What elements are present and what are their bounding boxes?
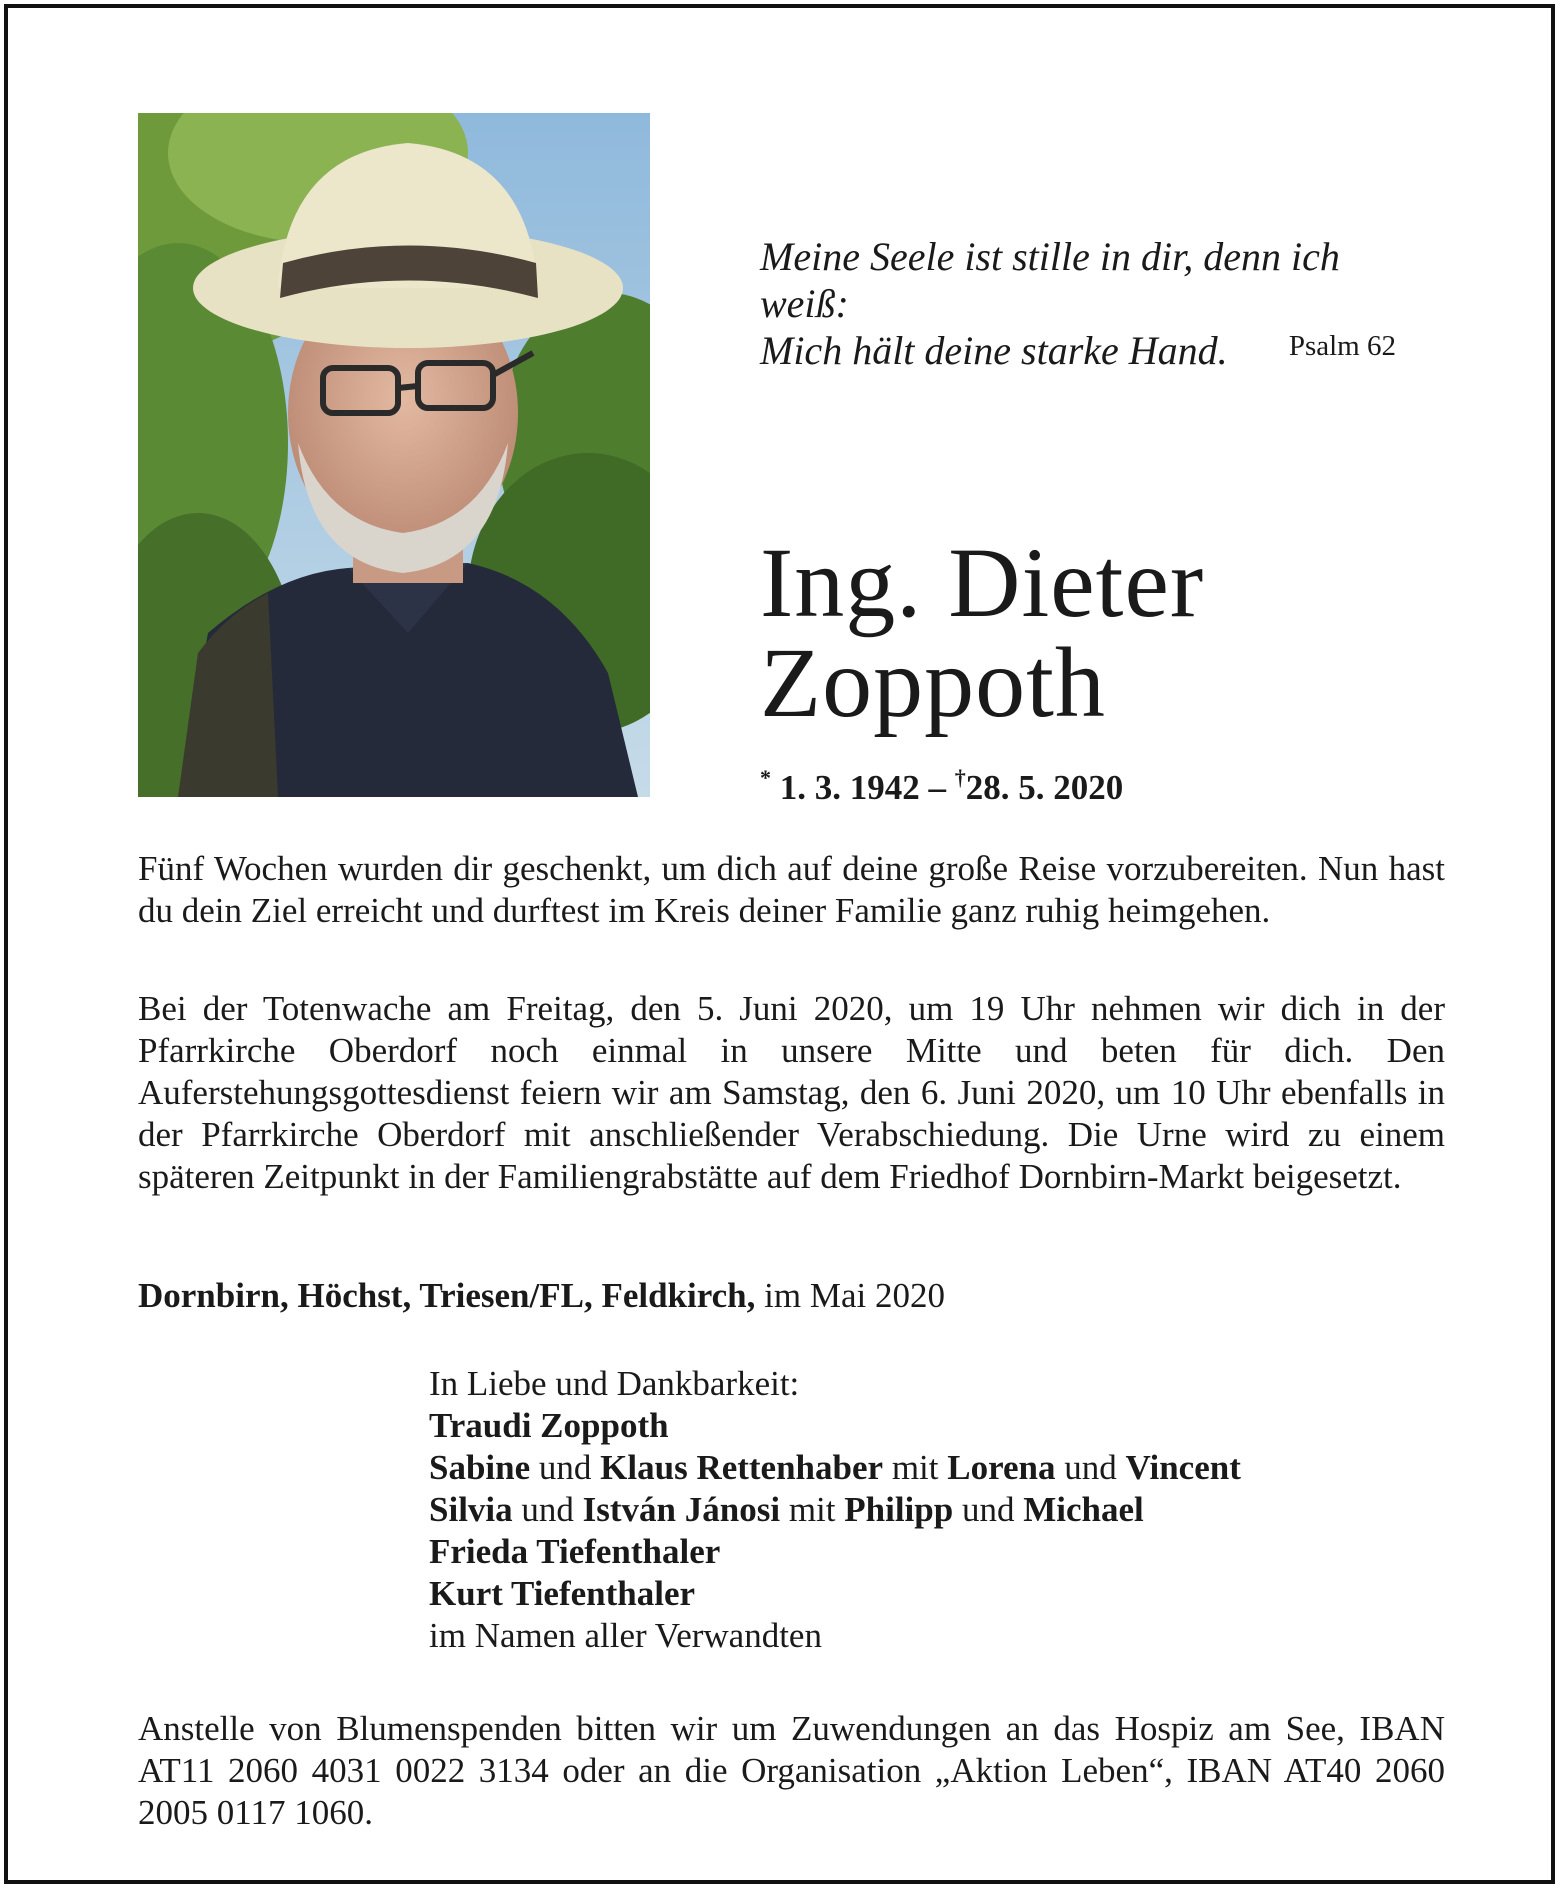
signer-name: Kurt Tiefenthaler	[429, 1574, 696, 1613]
paragraph-farewell: Fünf Wochen wurden dir geschenkt, um dich auf deine große Reise vorzubereiten. Nun hast du dein Ziel erreicht und durftest im Kreis deiner Familie ganz ruhig heimgehen.	[138, 849, 1445, 930]
signer-line-5	[429, 1573, 1241, 1615]
signers-intro: In Liebe und Dankbarkeit:	[429, 1364, 800, 1403]
conjunction: und	[1064, 1448, 1117, 1487]
signer-name: Sabine	[429, 1448, 531, 1487]
places: Dornbirn, Höchst, Triesen/FL, Feldkirch,	[138, 1276, 756, 1315]
obituary-frame	[4, 4, 1555, 1884]
birth-date: 1. 3. 1942	[779, 768, 920, 807]
signer-line-3	[429, 1489, 1241, 1531]
name-line-1: Ing. Dieter	[760, 527, 1205, 638]
deceased-name	[760, 527, 1205, 738]
signer-name: Michael	[1023, 1490, 1144, 1529]
signer-name: István Jánosi	[582, 1490, 781, 1529]
psalm-reference: Psalm 62	[1288, 330, 1396, 362]
signer-name: Lorena	[947, 1448, 1056, 1487]
death-date: 28. 5. 2020	[965, 768, 1124, 807]
psalm-line-1: Meine Seele ist stille in dir, denn ich weiß:	[760, 234, 1340, 326]
signer-name: Philipp	[844, 1490, 954, 1529]
signer-name: Traudi Zoppoth	[429, 1406, 669, 1445]
conjunction: mit	[891, 1448, 939, 1487]
donation-request: Anstelle von Blumenspenden bitten wir um Zuwendungen an das Hospiz am See, IBAN AT11 2060 4031 0022 3134 oder an die Organisation „Aktion Leben“, IBAN AT40 2060 2005 0117 1060.	[138, 1709, 1445, 1832]
conjunction: mit	[788, 1490, 836, 1529]
conjunction: und	[521, 1490, 574, 1529]
signers-block	[429, 1363, 1241, 1657]
psalm-line-2: Mich hält deine starke Hand.	[760, 328, 1228, 373]
life-dates	[760, 765, 1123, 808]
birth-symbol: *	[760, 765, 771, 790]
death-symbol: †	[954, 765, 966, 790]
signer-line-4	[429, 1531, 1241, 1573]
name-line-2: Zoppoth	[760, 627, 1106, 738]
conjunction: und	[538, 1448, 592, 1487]
signer-name: Vincent	[1125, 1448, 1241, 1487]
signers-closing: im Namen aller Verwandten	[429, 1616, 822, 1655]
paragraph-services: Bei der Totenwache am Freitag, den 5. Juni 2020, um 19 Uhr nehmen wir dich in der Pfarrkirche Oberdorf noch einmal in unsere Mitte und beten für dich. Den Auferstehungsgottesdienst feiern wir am Samstag, den 6. Juni 2020, um 10 Uhr ebenfalls in der Pfarrkirche Oberdorf mit anschließender Verabschiedung. Die Urne wird zu einem späteren Zeitpunkt in der Familiengrabstätte auf dem Friedhof Dornbirn-Markt beigesetzt.	[138, 989, 1445, 1196]
portrait-photo	[138, 113, 650, 797]
signer-name: Silvia	[429, 1490, 513, 1529]
signer-line-1	[429, 1405, 1241, 1447]
signer-line-2	[429, 1447, 1241, 1489]
signer-name: Frieda Tiefenthaler	[429, 1532, 721, 1571]
date-separator: –	[928, 768, 946, 807]
place-date: im Mai 2020	[764, 1276, 945, 1315]
portrait-image	[138, 113, 650, 797]
conjunction: und	[961, 1490, 1015, 1529]
place-and-date	[138, 1276, 945, 1316]
signer-name: Klaus Rettenhaber	[600, 1448, 884, 1487]
